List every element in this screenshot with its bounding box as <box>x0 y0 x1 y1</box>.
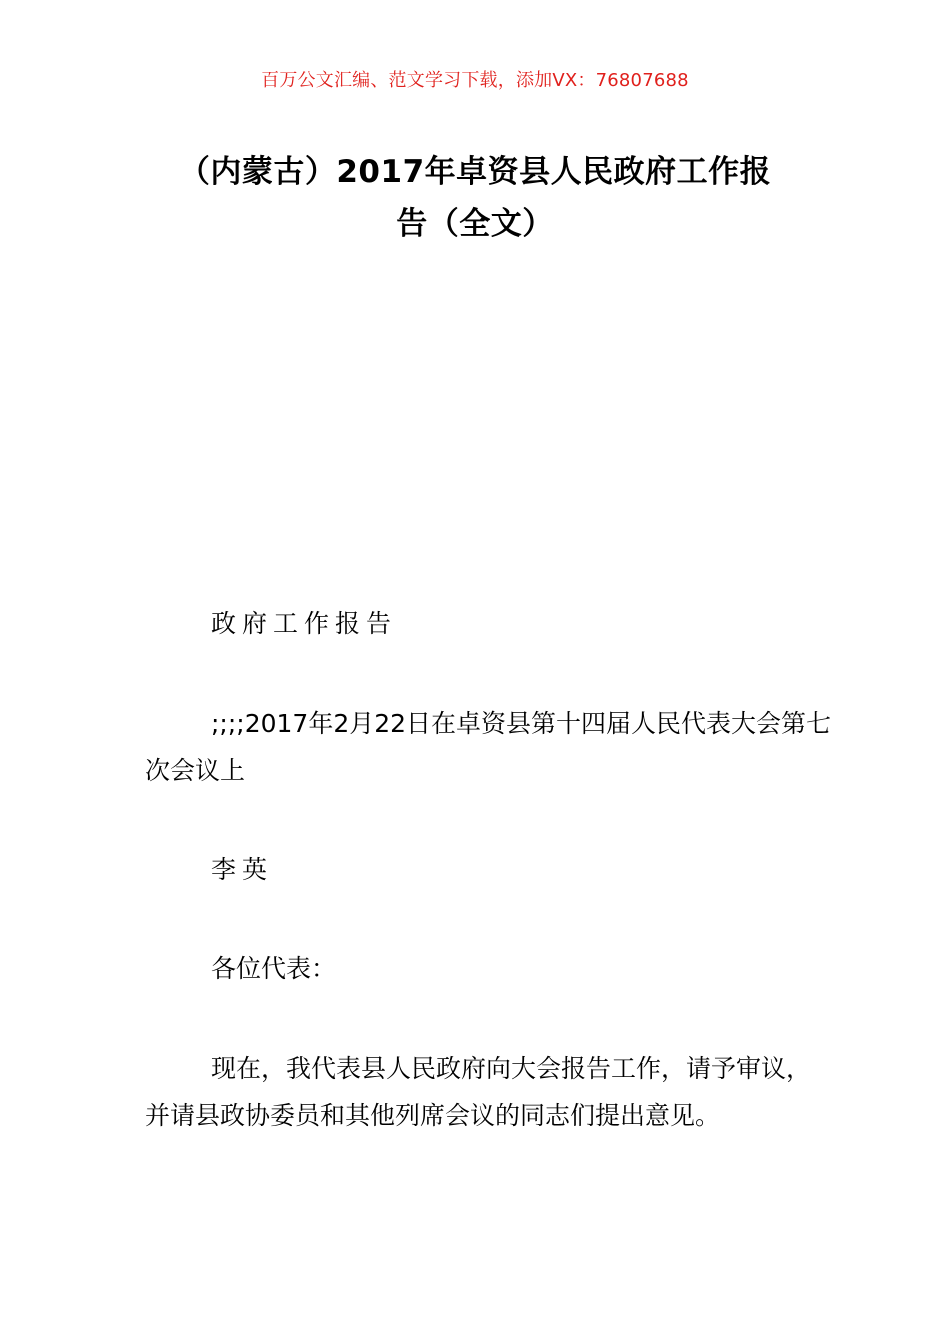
opening-paragraph-block <box>145 1045 835 1139</box>
document-title-line-1: （内蒙古）2017年卓资县人民政府工作报 <box>178 154 772 190</box>
meeting-info-block <box>145 700 835 794</box>
salutation-block <box>145 945 835 992</box>
speaker-name: 李英 <box>211 855 274 884</box>
speaker-block <box>145 846 835 893</box>
opening-paragraph: 现在，我代表县人民政府向大会报告工作，请予审议，并请县政协委员和其他列席会议的同志们提出意见。 <box>145 1054 812 1130</box>
header-banner: 百万公文汇编、范文学习下载，添加VX：76807688 <box>261 70 689 91</box>
meeting-info: ;;;;2017年2月22日在卓资县第十四届人民代表大会第七次会议上 <box>145 709 832 785</box>
report-heading: 政府工作报告 <box>211 609 398 638</box>
document-title-line-2: 告（全文） <box>396 206 554 242</box>
report-heading-block <box>145 600 835 647</box>
document-title <box>0 146 950 250</box>
salutation: 各位代表： <box>211 954 337 983</box>
